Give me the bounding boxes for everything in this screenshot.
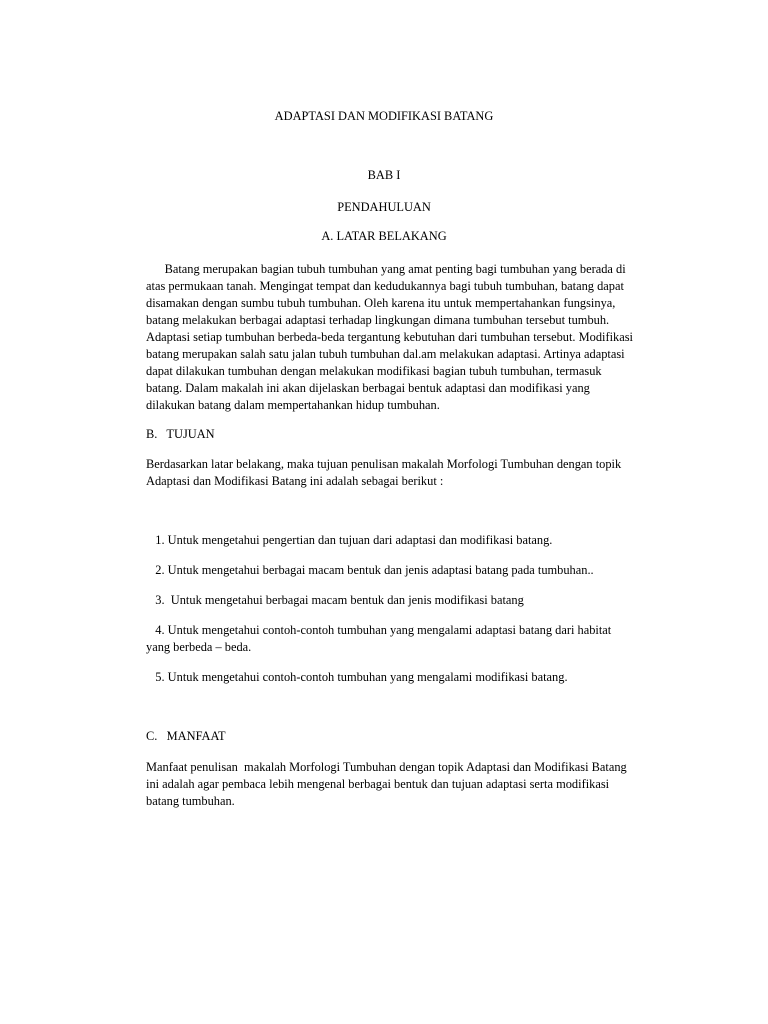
list-item-continuation: yang berbeda – beda.: [146, 640, 252, 654]
paragraph-line: batang melakukan berbagai adaptasi terhadap lingkungan dimana tumbuhan tersebut tumbuh.: [146, 313, 610, 327]
list-item: 3. Untuk mengetahui berbagai macam bentuk dan jenis modifikasi batang: [146, 593, 524, 607]
list-item: 5. Untuk mengetahui contoh-contoh tumbuhan yang mengalami modifikasi batang.: [146, 670, 568, 684]
paragraph-line: disamakan dengan sumbu tubuh tumbuhan. Oleh karena itu untuk mempertahankan fungsinya,: [146, 296, 616, 310]
paragraph-line: dilakukan batang dalam mempertahankan hidup tumbuhan.: [146, 398, 440, 412]
paragraph-line: batang merupakan salah satu jalan tubuh tumbuhan dal.am melakukan adaptasi. Artinya adaptasi: [146, 347, 625, 361]
paragraph-line: Batang merupakan bagian tubuh tumbuhan yang amat penting bagi tumbuhan yang berada di: [146, 262, 626, 276]
paragraph-line: dapat dilakukan tumbuhan dengan melakukan modifikasi bagian tubuh tumbuhan, termasuk: [146, 364, 602, 378]
manfaat-paragraph: [146, 759, 666, 810]
list-item: 2. Untuk mengetahui berbagai macam bentuk dan jenis adaptasi batang pada tumbuhan..: [146, 563, 594, 577]
chapter-title: PENDAHULUAN: [337, 200, 431, 214]
latar-belakang-paragraph: [146, 261, 666, 414]
paragraph-line: Manfaat penulisan makalah Morfologi Tumbuhan dengan topik Adaptasi dan Modifikasi Batang: [146, 760, 627, 774]
tujuan-intro-paragraph: [146, 456, 666, 490]
paragraph-line: Adaptasi dan Modifikasi Batang ini adalah sebagai berikut :: [146, 474, 444, 488]
paragraph-line: ini adalah agar pembaca lebih mengenal berbagai bentuk dan tujuan adaptasi serta modifikasi: [146, 777, 610, 791]
paragraph-line: Berdasarkan latar belakang, maka tujuan penulisan makalah Morfologi Tumbuhan dengan topik: [146, 457, 622, 471]
document-title: ADAPTASI DAN MODIFIKASI BATANG: [274, 109, 494, 123]
paragraph-line: batang tumbuhan.: [146, 794, 235, 808]
paragraph-line: atas permukaan tanah. Mengingat tempat dan kedudukannya bagi tubuh tumbuhan, batang dapat: [146, 279, 624, 293]
paragraph-line: Adaptasi setiap tumbuhan berbeda-beda tergantung kebutuhan dari tumbuhan tersebut. Modifikasi: [146, 330, 634, 344]
section-c-heading: C. MANFAAT: [146, 729, 226, 743]
list-item: 4. Untuk mengetahui contoh-contoh tumbuhan yang mengalami adaptasi batang dari habitat: [146, 623, 612, 637]
section-b-heading: B. TUJUAN: [146, 427, 215, 441]
paragraph-line: batang. Dalam makalah ini akan dijelaskan berbagai bentuk adaptasi dan modifikasi yang: [146, 381, 590, 395]
list-item: 1. Untuk mengetahui pengertian dan tujuan dari adaptasi dan modifikasi batang.: [146, 533, 553, 547]
chapter-number: BAB I: [367, 168, 401, 182]
section-a-heading: A. LATAR BELAKANG: [321, 229, 447, 243]
